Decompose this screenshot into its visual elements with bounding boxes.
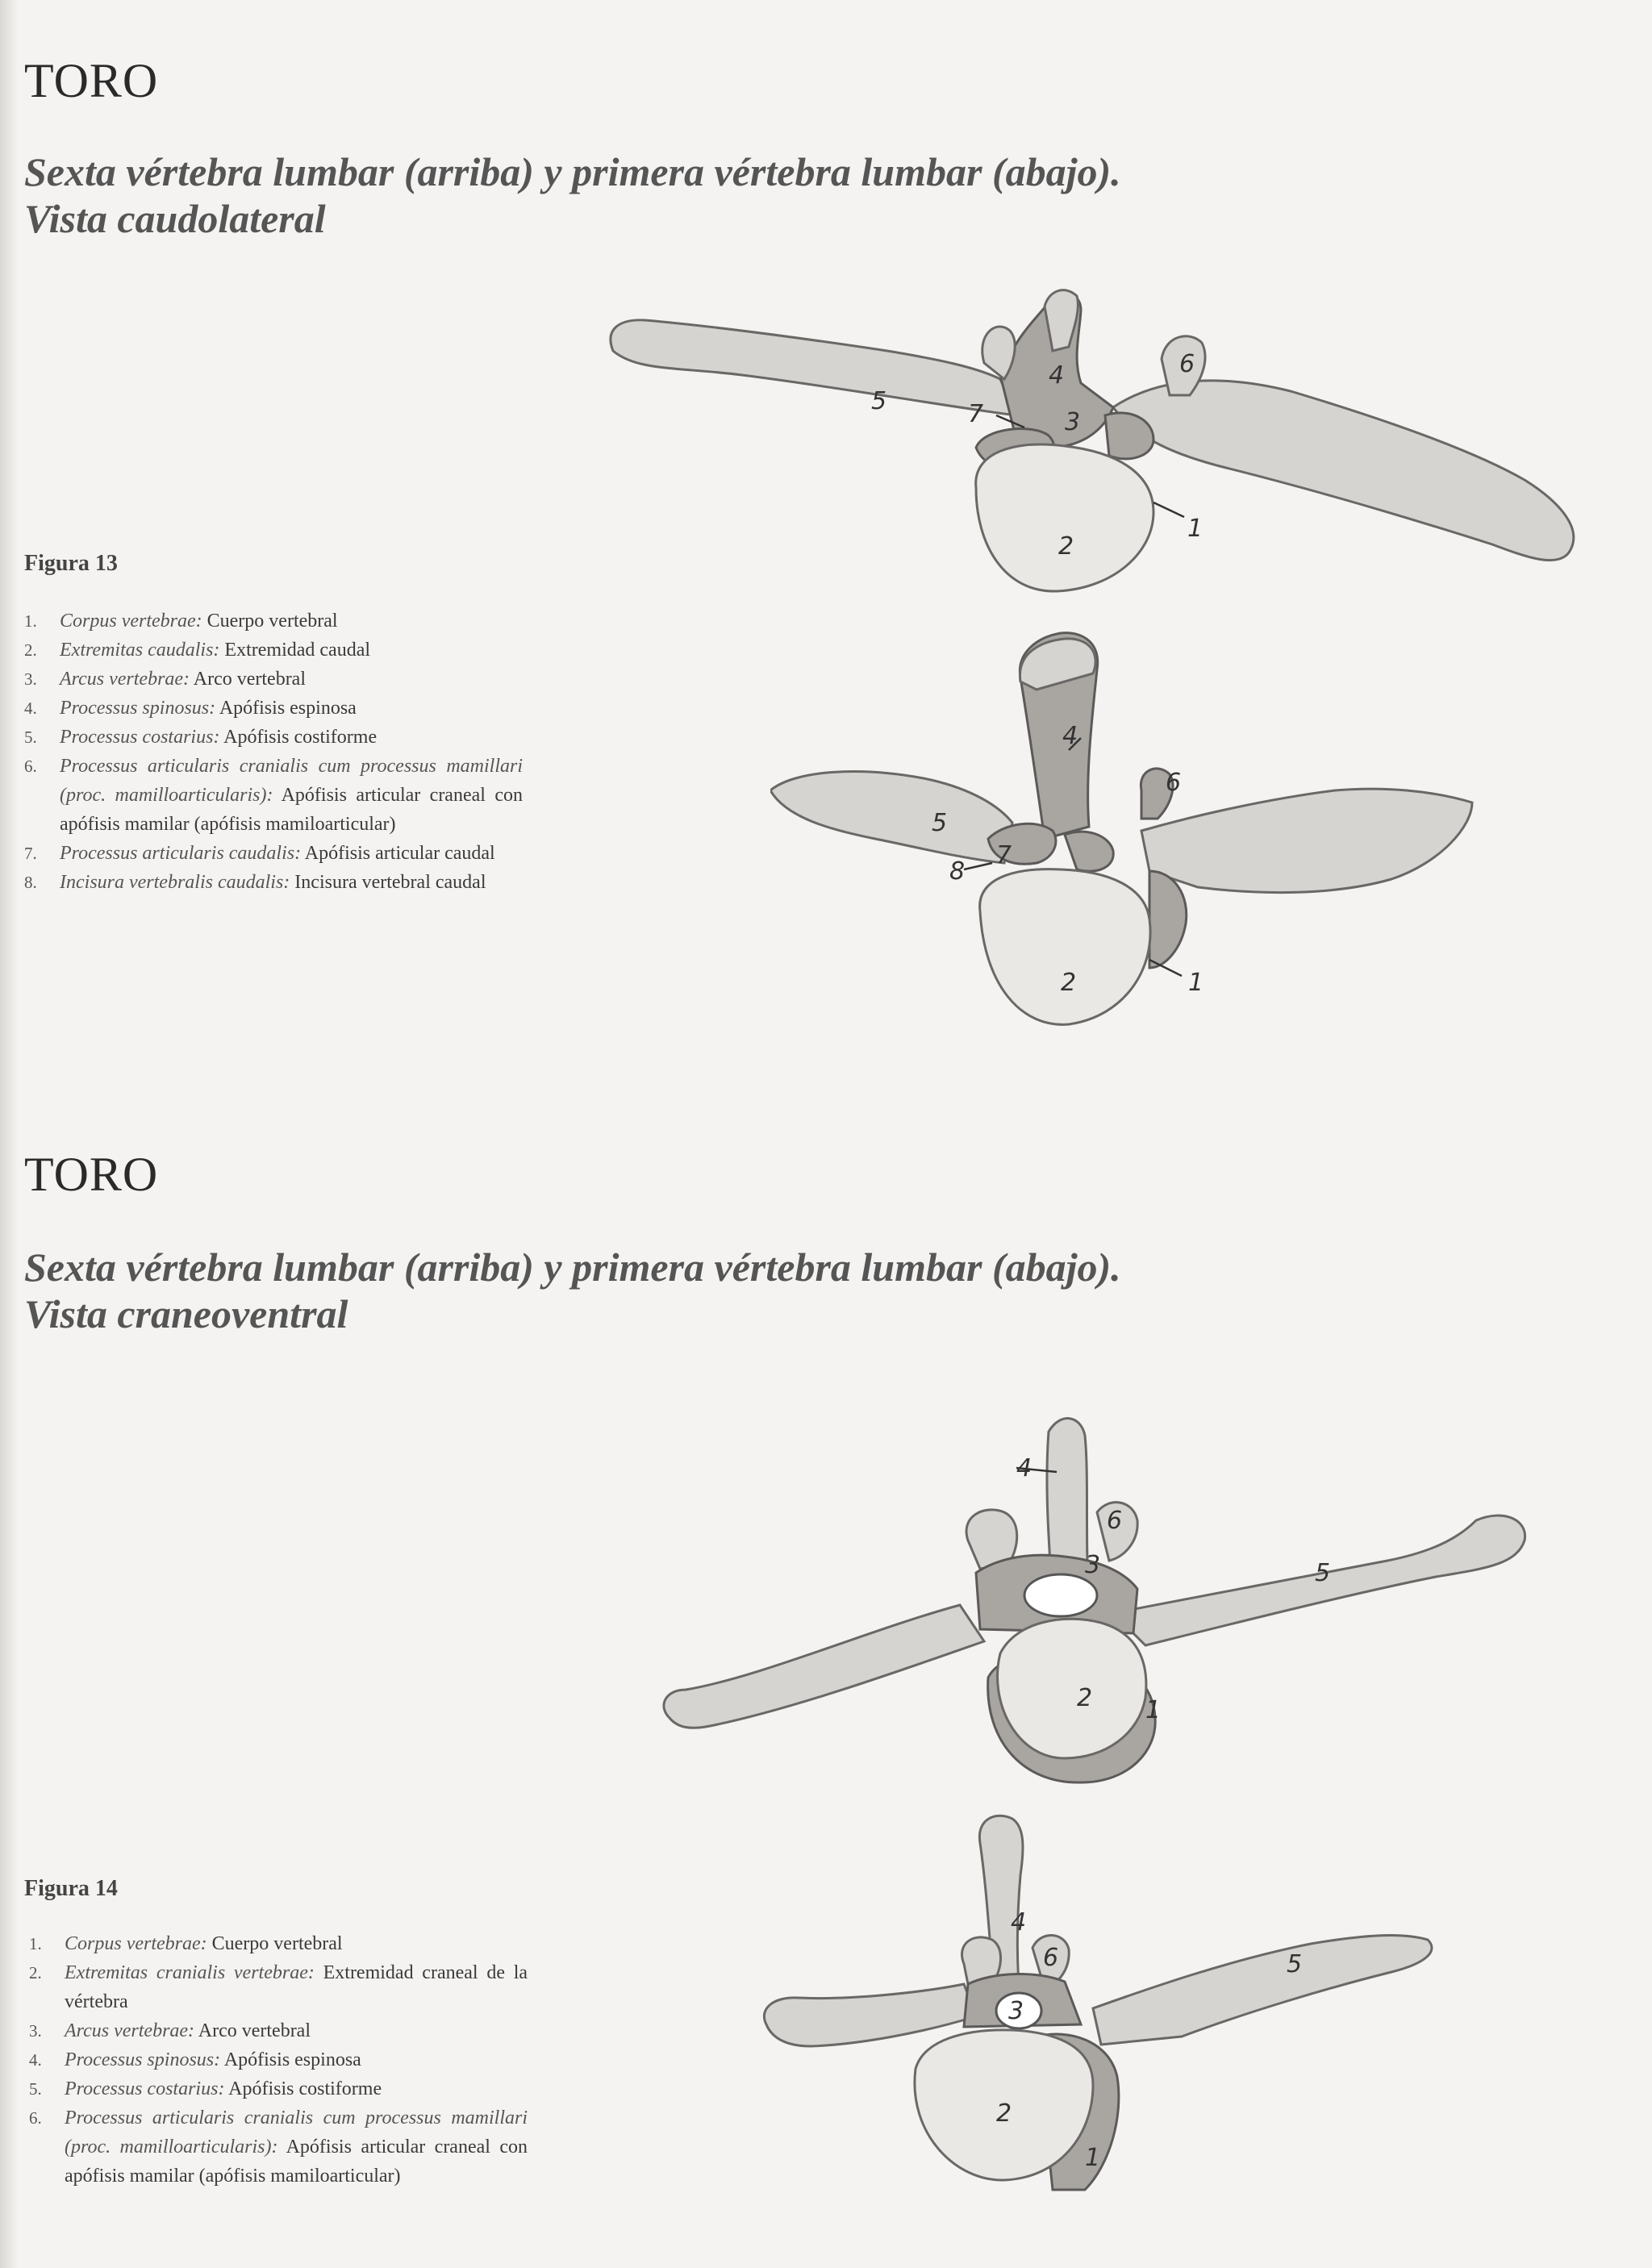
legend-number: 4. xyxy=(29,2050,42,2070)
label-5-processus-costarius: 5 xyxy=(1287,1950,1303,1978)
vertebra-illustration-lower xyxy=(762,1811,1440,2198)
label-4-processus-spinosus: 4 xyxy=(1062,722,1078,750)
label-2-extremitas-cranialis: 2 xyxy=(1077,1684,1093,1712)
legend-spanish-term: Arco vertebral xyxy=(193,669,307,690)
legend-item xyxy=(24,839,523,868)
figure-label: Figura 14 xyxy=(24,1876,118,1901)
legend-number: 6. xyxy=(24,757,37,776)
legend-spanish-term: Cuerpo vertebral xyxy=(206,611,338,632)
legend-number: 5. xyxy=(24,728,37,747)
legend-spanish-term: Apófisis articular craneal con apófisis mamilar (apófisis mamiloarticular) xyxy=(65,2137,528,2187)
legend-latin-term: Processus articularis cranialis cum processus mamillari (proc. mamilloarticularis): xyxy=(65,2107,528,2158)
legend-item xyxy=(24,694,523,723)
legend-spanish-term: Arco vertebral xyxy=(198,2020,311,2041)
label-4-processus-spinosus: 4 xyxy=(1016,1454,1032,1482)
legend-latin-term: Arcus vertebrae: xyxy=(65,2020,195,2041)
legend-latin-term: Processus costarius: xyxy=(65,2078,225,2099)
legend-number: 1. xyxy=(29,1934,42,1953)
label-4-processus-spinosus: 4 xyxy=(1011,1908,1027,1937)
legend-latin-term: Extremitas caudalis: xyxy=(60,640,220,661)
legend-number: 3. xyxy=(29,2021,42,2041)
legend-number: 2. xyxy=(24,640,37,660)
label-3-arcus-vertebrae: 3 xyxy=(1065,408,1081,436)
label-1-corpus-vertebrae: 1 xyxy=(1145,1696,1162,1724)
figure-legend xyxy=(24,607,523,897)
label-6-processus-mamilloarticularis: 6 xyxy=(1166,769,1182,797)
legend-latin-term: Processus articularis cranialis cum processus mamillari (proc. mamilloarticularis): xyxy=(60,756,523,806)
label-2-extremitas-cranialis: 2 xyxy=(996,2099,1012,2128)
figure-label: Figura 13 xyxy=(24,551,118,576)
subtitle-line-2: Vista craneoventral xyxy=(24,1291,348,1336)
label-7-processus-articularis-caudalis: 7 xyxy=(968,400,984,428)
section-subtitle xyxy=(24,148,1121,242)
legend-spanish-term: Incisura vertebral caudal xyxy=(294,872,486,893)
label-1-corpus-vertebrae: 1 xyxy=(1187,515,1204,543)
legend-item xyxy=(24,752,523,839)
legend-latin-term: Corpus vertebrae: xyxy=(65,1933,207,1954)
vertebra-illustration-upper xyxy=(661,1411,1533,1799)
legend-item xyxy=(24,868,523,897)
section-figure-13 xyxy=(0,0,1652,1121)
legend-item xyxy=(24,636,523,665)
section-subtitle xyxy=(24,1244,1121,1337)
legend-latin-term: Processus costarius: xyxy=(60,727,220,748)
label-1-corpus-vertebrae: 1 xyxy=(1188,969,1204,997)
legend-spanish-term: Extremidad craneal de la vértebra xyxy=(65,1962,528,2012)
legend-item xyxy=(24,723,523,752)
legend-latin-term: Arcus vertebrae: xyxy=(60,669,190,690)
legend-number: 6. xyxy=(29,2108,42,2128)
legend-item xyxy=(29,2103,528,2191)
subtitle-line-1: Sexta vértebra lumbar (arriba) y primera vértebra lumbar (abajo). xyxy=(24,149,1121,194)
label-2-extremitas-caudalis: 2 xyxy=(1061,969,1077,997)
legend-item xyxy=(29,1929,528,1958)
legend-latin-term: Extremitas cranialis vertebrae: xyxy=(65,1962,315,1983)
legend-number: 1. xyxy=(24,611,37,631)
legend-spanish-term: Apófisis articular caudal xyxy=(304,843,495,864)
label-5-processus-costarius: 5 xyxy=(1315,1559,1331,1587)
label-6-processus-mamilloarticularis: 6 xyxy=(1107,1507,1123,1535)
legend-number: 3. xyxy=(24,669,37,689)
figure-legend xyxy=(29,1929,528,2191)
legend-spanish-term: Cuerpo vertebral xyxy=(211,1933,343,1954)
legend-item xyxy=(24,607,523,636)
legend-spanish-term: Apófisis articular craneal con apófisis mamilar (apófisis mamiloarticular) xyxy=(60,785,523,835)
legend-number: 7. xyxy=(24,844,37,863)
label-5-processus-costarius: 5 xyxy=(871,387,887,415)
label-7-processus-articularis-caudalis: 7 xyxy=(996,841,1012,869)
label-3-arcus-vertebrae: 3 xyxy=(1085,1551,1101,1579)
subtitle-line-2: Vista caudolateral xyxy=(24,196,326,241)
legend-spanish-term: Apófisis costiforme xyxy=(228,2078,382,2099)
legend-spanish-term: Apófisis espinosa xyxy=(223,2049,361,2070)
legend-number: 5. xyxy=(29,2079,42,2099)
legend-number: 4. xyxy=(24,698,37,718)
legend-spanish-term: Extremidad caudal xyxy=(224,640,371,661)
vertebra-illustration-lower xyxy=(770,629,1480,1032)
legend-item xyxy=(29,2016,528,2045)
legend-latin-term: Corpus vertebrae: xyxy=(60,611,202,632)
label-4-processus-spinosus: 4 xyxy=(1049,361,1065,390)
legend-item xyxy=(29,2045,528,2074)
legend-latin-term: Processus spinosus: xyxy=(60,698,216,719)
label-5-processus-costarius: 5 xyxy=(932,809,948,837)
section-heading: TORO xyxy=(24,1148,159,1201)
legend-item xyxy=(29,1958,528,2016)
subtitle-line-1: Sexta vértebra lumbar (arriba) y primera vértebra lumbar (abajo). xyxy=(24,1244,1121,1290)
vertebra-illustration-upper xyxy=(597,286,1581,609)
label-8-incisura-vertebralis-caudalis: 8 xyxy=(949,857,966,886)
section-heading: TORO xyxy=(24,54,159,107)
legend-latin-term: Incisura vertebralis caudalis: xyxy=(60,872,290,893)
label-6-processus-mamilloarticularis: 6 xyxy=(1043,1944,1059,1972)
section-figure-14 xyxy=(0,1121,1652,2268)
label-3-arcus-vertebrae: 3 xyxy=(1008,1997,1024,2025)
label-1-corpus-vertebrae: 1 xyxy=(1085,2144,1101,2172)
label-2-extremitas-caudalis: 2 xyxy=(1058,532,1074,561)
label-6-processus-mamilloarticularis: 6 xyxy=(1179,350,1195,378)
legend-spanish-term: Apófisis costiforme xyxy=(223,727,378,748)
legend-item xyxy=(29,2074,528,2103)
legend-number: 2. xyxy=(29,1963,42,1982)
legend-spanish-term: Apófisis espinosa xyxy=(219,698,357,719)
legend-number: 8. xyxy=(24,873,37,892)
legend-item xyxy=(24,665,523,694)
legend-latin-term: Processus spinosus: xyxy=(65,2049,221,2070)
legend-latin-term: Processus articularis caudalis: xyxy=(60,843,302,864)
